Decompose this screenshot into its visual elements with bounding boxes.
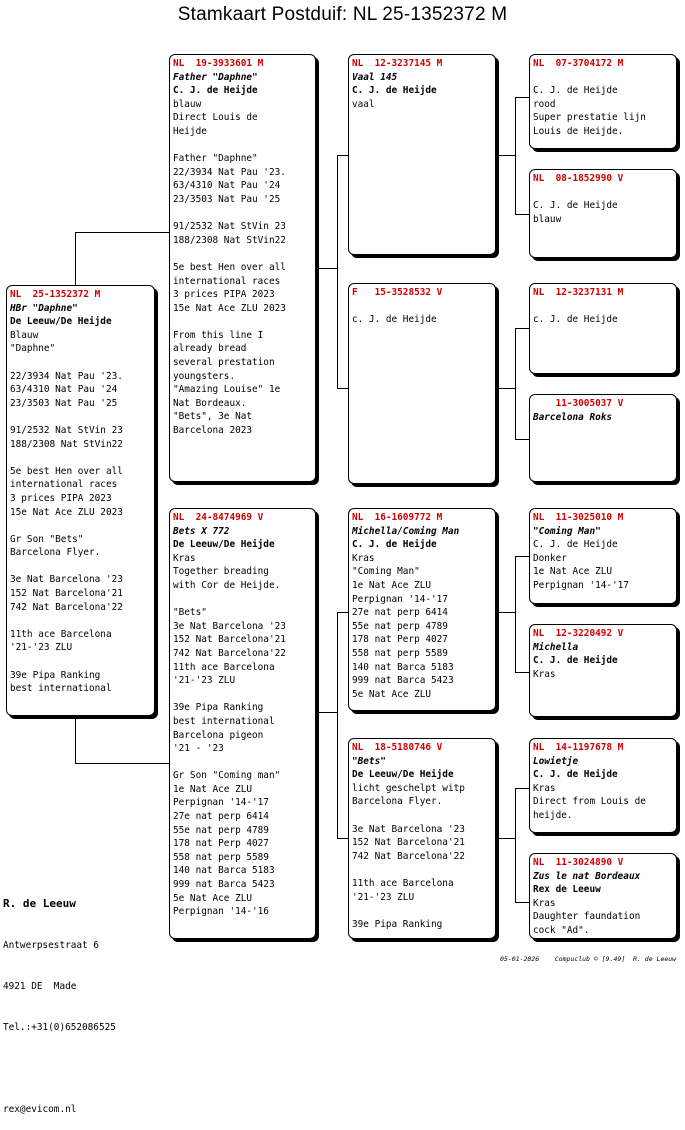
pigeon-name: Vaal 145 (352, 71, 398, 83)
pigeon-note: 15e Nat Ace ZLU 2023 (10, 506, 123, 518)
pigeon-note: cock "Ad". (533, 924, 590, 936)
blank-line (173, 315, 312, 329)
pigeon-note: Barcelona 2023 (173, 425, 253, 437)
pigeon-note: 558 nat perp 5589 (352, 647, 448, 659)
pigeon-note: c. J. de Heijde (533, 314, 618, 326)
connector-line (515, 556, 530, 557)
connector-line (515, 328, 530, 329)
pigeon-note: Kras (533, 897, 556, 909)
breeder-city: 4921 DE Made (3, 981, 77, 993)
pigeon-note: vaal (352, 98, 375, 110)
page-title: Stamkaart Postduif: NL 25-1352372 M (177, 4, 508, 25)
connector-line (75, 232, 76, 285)
blank-line (173, 593, 312, 607)
blank-line (10, 655, 151, 669)
pigeon-note: licht geschelpt witp (352, 782, 465, 794)
pigeon-note: 152 Nat Barcelona'21 (352, 837, 465, 849)
pigeon-note: 140 nat Barca 5183 (352, 661, 454, 673)
pigeon-note: "Daphne" (10, 343, 56, 355)
pigeon-note: Kras (352, 552, 375, 564)
blank-line (10, 519, 151, 533)
pigeon-owner: C. J. de Heijde (352, 85, 437, 97)
pigeon-name: Father "Daphne" (173, 71, 258, 83)
breeder-info (3, 868, 116, 1130)
pigeon-card-father-mother[interactable] (348, 283, 496, 484)
pigeon-note: Barcelona Flyer. (352, 796, 443, 808)
pigeon-note: Perpignan '14-'17 (173, 797, 269, 809)
connector-line (515, 97, 530, 98)
connector-line (515, 97, 516, 214)
connector-line (496, 838, 515, 839)
pigeon-note: Direct from Louis de (533, 796, 646, 808)
ring-number: NL 12-3237131 M (533, 287, 624, 298)
pigeon-note: Gr Son "Bets" (10, 533, 84, 545)
pigeon-note: 39e Pipa Ranking (352, 918, 443, 930)
blank-line (173, 688, 312, 702)
breeder-address: Antwerpsestraat 6 (3, 940, 99, 952)
pigeon-note: 178 nat Perp 4027 (173, 838, 269, 850)
pigeon-owner: C. J. de Heijde (533, 769, 618, 781)
pigeon-note: 39e Pipa Ranking (10, 669, 101, 681)
connector-line (75, 232, 172, 233)
pigeon-note: 1e Nat Ace ZLU (173, 783, 253, 795)
ring-number: F 15-3528532 V (352, 287, 443, 298)
pigeon-card-fmf[interactable] (529, 283, 677, 374)
pigeon-note: '21-'23 ZLU (173, 675, 236, 687)
pigeon-note: Kras (173, 552, 196, 564)
pigeon-name: Michella (533, 641, 579, 653)
blank-line (10, 410, 151, 424)
pigeon-card-mother-father[interactable] (348, 508, 496, 711)
ring-number: NL 25-1352372 M (10, 289, 101, 300)
pigeon-note: several prestation (173, 357, 275, 369)
pigeon-note: Daughter faundation (533, 911, 641, 923)
pigeon-note: C. J. de Heijde (533, 200, 618, 212)
pigeon-note: '21-'23 ZLU (352, 891, 415, 903)
pigeon-name: Zus le nat Bordeaux (533, 870, 641, 882)
pigeon-note: '21 - '23 (173, 743, 224, 755)
pigeon-note: 178 nat Perp 4027 (352, 634, 448, 646)
pigeon-note: 39e Pipa Ranking (173, 702, 264, 714)
pigeon-note: Together breading (173, 566, 269, 578)
connector-line (515, 788, 516, 902)
pigeon-note: 22/3934 Nat Pau '23. (173, 166, 286, 178)
pigeon-name: "Coming Man" (533, 525, 601, 537)
pigeon-note: "Amazing Louise" 1e (173, 384, 281, 396)
pigeon-note: 1e Nat Ace ZLU (352, 579, 432, 591)
ring-number: NL 19-3933601 M (173, 58, 264, 69)
pigeon-card-ffm[interactable] (529, 169, 677, 258)
ring-number: NL 16-1609772 M (352, 512, 443, 523)
pigeon-card-father-father[interactable] (348, 54, 496, 255)
pigeon-note: Heijde (173, 125, 207, 137)
pigeon-note: From this line I (173, 329, 264, 341)
connector-line (496, 388, 515, 389)
blank-line (173, 756, 312, 770)
pigeon-note: Blauw (10, 329, 39, 341)
breeder-name: R. de Leeuw (3, 897, 76, 911)
connector-line (515, 439, 530, 440)
blank-line (173, 247, 312, 261)
pigeon-note: 15e Nat Ace ZLU 2023 (173, 302, 286, 314)
connector-line (75, 716, 76, 763)
pigeon-name: "Bets" (352, 755, 386, 767)
pigeon-note: 11th ace Barcelona (352, 877, 454, 889)
pigeon-card-subject[interactable] (6, 285, 155, 716)
pigeon-note: Barcelona pigeon (173, 729, 264, 741)
pigeon-note: 5e best Hen over all (173, 261, 286, 273)
pigeon-note: Father "Daphne" (173, 153, 258, 165)
pigeon-note: Louis de Heijde. (533, 125, 624, 137)
pigeon-owner: C. J. de Heijde (173, 85, 258, 97)
pigeon-note: Donker (533, 552, 567, 564)
pigeon-note: 558 nat perp 5589 (173, 851, 269, 863)
blank-line (10, 451, 151, 465)
blank-line (352, 809, 492, 823)
pigeon-owner: Rex de Leeuw (533, 884, 601, 896)
pigeon-note: rood (533, 98, 556, 110)
pigeon-note: 23/3503 Nat Pau '25 (10, 397, 118, 409)
pigeon-name: Barcelona Roks (533, 411, 613, 423)
pigeon-note: "Bets" (173, 607, 207, 619)
pigeon-owner: C. J. de Heijde (352, 539, 437, 551)
connector-line (316, 712, 337, 713)
pigeon-note: 23/3503 Nat Pau '25 (173, 193, 281, 205)
ring-number: NL 14-1197678 M (533, 742, 624, 753)
ring-number: NL 11-3024890 V (533, 857, 624, 868)
pigeon-card-mfm[interactable] (529, 624, 677, 717)
blank-line (10, 560, 151, 574)
pigeon-note: best international (10, 683, 112, 695)
pigeon-note: Perpignan '14-'17 (533, 579, 629, 591)
pigeon-note: 22/3934 Nat Pau '23. (10, 370, 123, 382)
pigeon-card-mff[interactable] (529, 508, 677, 604)
pigeon-note: Perpignan '14-'16 (173, 906, 269, 918)
pigeon-note: international races (10, 479, 118, 491)
pigeon-note: Perpignan '14-'17 (352, 593, 448, 605)
pigeon-note: 55e nat perp 4789 (352, 620, 448, 632)
pigeon-note: 3e Nat Barcelona '23 (173, 620, 286, 632)
pigeon-note: 91/2532 Nat StVin 23 (10, 424, 123, 436)
pigeon-note: 3 prices PIPA 2023 (173, 289, 275, 301)
connector-line (75, 763, 172, 764)
ring-number: NL 12-3237145 M (352, 58, 443, 69)
pigeon-note: '21-'23 ZLU (10, 642, 73, 654)
connector-line (515, 328, 516, 439)
connector-line (515, 902, 530, 903)
pigeon-card-fff[interactable] (529, 54, 677, 149)
blank-line (533, 186, 673, 200)
pigeon-owner: De Leeuw/De Heijde (352, 769, 454, 781)
pigeon-card-mother-mother[interactable] (348, 738, 496, 939)
pigeon-note: 63/4310 Nat Pau '24 (10, 384, 118, 396)
connector-line (316, 268, 337, 269)
pigeon-note: 3 prices PIPA 2023 (10, 492, 112, 504)
pigeon-note: 11th ace Barcelona (10, 628, 112, 640)
pigeon-card-mother[interactable] (169, 508, 316, 939)
pigeon-owner: De Leeuw/De Heijde (10, 316, 112, 328)
pigeon-note: c. J. de Heijde (352, 314, 437, 326)
pigeon-note: 3e Nat Barcelona '23 (10, 574, 123, 586)
pigeon-note: 91/2532 Nat StVin 23 (173, 221, 286, 233)
pigeon-note: 999 nat Barca 5423 (173, 879, 275, 891)
connector-line (515, 556, 516, 672)
pigeon-note: 742 Nat Barcelona'22 (173, 647, 286, 659)
pigeon-owner: C. J. de Heijde (533, 655, 618, 667)
connector-line (515, 788, 530, 789)
pigeon-name: Lowietje (533, 755, 579, 767)
pigeon-note: already bread (173, 343, 247, 355)
pigeon-note: heijde. (533, 809, 573, 821)
pigeon-note: 11th ace Barcelona (173, 661, 275, 673)
pigeon-note: Kras (533, 668, 556, 680)
pigeon-note: international races (173, 275, 281, 287)
pigeon-name: HBr "Daphne" (10, 302, 78, 314)
blank-line (533, 71, 673, 85)
connector-line (337, 155, 338, 388)
pigeon-note: 63/4310 Nat Pau '24 (173, 180, 281, 192)
blank-line (10, 614, 151, 628)
pigeon-note: Barcelona Flyer. (10, 547, 101, 559)
ring-number: NL 08-1852990 V (533, 173, 624, 184)
pigeon-card-father[interactable] (169, 54, 316, 482)
blank-line (352, 863, 492, 877)
pigeon-name: Michella/Coming Man (352, 525, 460, 537)
pigeon-note: Direct Louis de (173, 112, 258, 124)
connector-line (337, 612, 338, 838)
pigeon-note: 1e Nat Ace ZLU (533, 566, 613, 578)
pigeon-note: 55e nat perp 4789 (173, 824, 269, 836)
ring-number: NL 12-3220492 V (533, 628, 624, 639)
pigeon-note: blauw (173, 98, 202, 110)
pigeon-note: with Cor de Heijde. (173, 579, 281, 591)
pigeon-owner: De Leeuw/De Heijde (173, 539, 275, 551)
connector-line (496, 155, 515, 156)
pigeon-note: 152 Nat Barcelona'21 (10, 588, 123, 600)
pigeon-note: 140 nat Barca 5183 (173, 865, 275, 877)
pigeon-note: 152 Nat Barcelona'21 (173, 634, 286, 646)
connector-line (496, 612, 515, 613)
ring-number: NL 24-8474969 V (173, 512, 264, 523)
pigeon-note: Nat Bordeaux. (173, 397, 247, 409)
pigeon-note: 3e Nat Barcelona '23 (352, 823, 465, 835)
pigeon-note: 5e best Hen over all (10, 465, 123, 477)
blank-line (173, 207, 312, 221)
pigeon-note: 742 Nat Barcelona'22 (352, 850, 465, 862)
ring-number: NL 18-5180746 V (352, 742, 443, 753)
pigeon-note: 742 Nat Barcelona'22 (10, 601, 123, 613)
pigeon-card-fmm[interactable] (529, 394, 677, 482)
pigeon-name: Bets X 772 (173, 525, 230, 537)
pigeon-card-mmm[interactable] (529, 853, 677, 939)
connector-line (515, 214, 530, 215)
pigeon-card-mmf[interactable] (529, 738, 677, 833)
breeder-email[interactable]: rex@evicom.nl (3, 1103, 77, 1115)
pigeon-note: "Coming Man" (352, 566, 420, 578)
blank-line (533, 300, 673, 314)
ring-number: NL 11-3025010 M (533, 512, 624, 523)
pigeon-note: 188/2308 Nat StVin22 (10, 438, 123, 450)
pigeon-note: youngsters. (173, 370, 236, 382)
blank-line (352, 904, 492, 918)
pigeon-note: blauw (533, 213, 562, 225)
blank-line (173, 139, 312, 153)
blank-line (10, 356, 151, 370)
breeder-phone: Tel.:+31(0)652086525 (3, 1021, 116, 1033)
pigeon-note: Kras (533, 782, 556, 794)
pigeon-note: Gr Son "Coming man" (173, 770, 281, 782)
connector-line (515, 672, 530, 673)
blank-line (352, 300, 492, 314)
pigeon-note: 27e nat perp 6414 (352, 607, 448, 619)
ring-number: 11-3005037 V (533, 398, 624, 409)
pigeon-note: 27e nat perp 6414 (173, 811, 269, 823)
pigeon-note: C. J. de Heijde (533, 85, 618, 97)
footer-note: 05-01-2026 Compuclub © [9.49] R. de Leeuw (500, 955, 677, 963)
pigeon-note: 188/2308 Nat StVin22 (173, 234, 286, 246)
pigeon-note: 5e Nat Ace ZLU (352, 688, 432, 700)
pigeon-note: C. J. de Heijde (533, 539, 618, 551)
pigeon-note: best international (173, 715, 275, 727)
pigeon-note: Super prestatie lijn (533, 112, 646, 124)
pigeon-note: 999 nat Barca 5423 (352, 675, 454, 687)
pigeon-note: 5e Nat Ace ZLU (173, 892, 253, 904)
pigeon-note: "Bets", 3e Nat (173, 411, 253, 423)
ring-number: NL 07-3704172 M (533, 58, 624, 69)
